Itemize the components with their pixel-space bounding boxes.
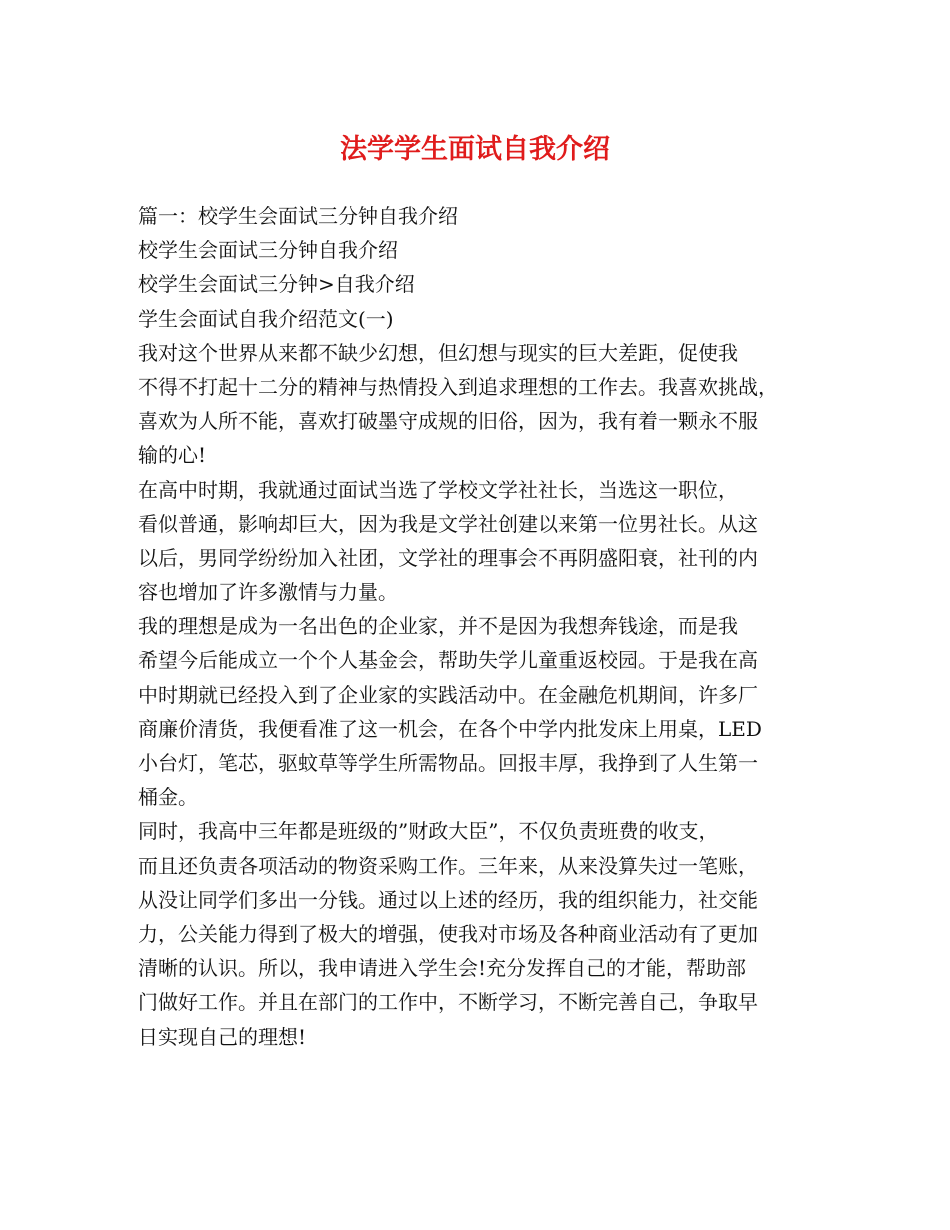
text-line: 校学生会面试三分钟>自我介绍 — [138, 272, 415, 297]
text-line: 日实现自己的理想! — [138, 1024, 307, 1049]
text-line: 小台灯，笔芯，驱蚊草等学生所需物品。回报丰厚，我挣到了人生第一 — [138, 751, 758, 775]
text-line: 桶金。 — [138, 785, 198, 810]
text-line: 同时，我高中三年都是班级的”财政大臣”，不仅负责班费的收支， — [138, 819, 719, 844]
text-line: 我的理想是成为一名出色的企业家，并不是因为我想奔钱途，而是我 — [138, 614, 738, 639]
text-line: 希望今后能成立一个个人基金会，帮助失学儿童重返校园。于是我在高 — [138, 648, 758, 673]
document-body — [138, 199, 828, 1054]
text-line: 我对这个世界从来都不缺少幻想，但幻想与现实的巨大差距，促使我 — [138, 340, 738, 365]
text-line: 输的心! — [138, 443, 207, 468]
text-line: 看似普通，影响却巨大，因为我是文学社创建以来第一位男社长。从这 — [138, 511, 758, 536]
text-line: 容也增加了许多激情与力量。 — [138, 580, 398, 605]
text-line: 门做好工作。并且在部门的工作中，不断学习，不断完善自己，争取早 — [138, 990, 758, 1015]
text-line: 商廉价清货，我便看准了这一机会，在各个中学内批发床上用桌，LED — [138, 716, 762, 741]
text-line: 以后，男同学纷纷加入社团，文学社的理事会不再阴盛阳衰，社刊的内 — [138, 545, 758, 570]
text-line: 篇一：校学生会面试三分钟自我介绍 — [138, 204, 458, 228]
text-line: 力，公关能力得到了极大的增强，使我对市场及各种商业活动有了更加 — [138, 921, 758, 946]
text-line: 而且还负责各项活动的物资采购工作。三年来，从来没算失过一笔账， — [138, 853, 758, 878]
document-title: 法学学生面试自我介绍 — [340, 134, 610, 165]
text-line: 中时期就已经投入到了企业家的实践活动中。在金融危机期间，许多厂 — [138, 682, 758, 707]
text-line: 从没让同学们多出一分钱。通过以上述的经历，我的组织能力，社交能 — [138, 887, 758, 912]
text-line: 清晰的认识。所以，我申请进入学生会!充分发挥自己的才能，帮助部 — [138, 956, 747, 981]
text-line: 不得不打起十二分的精神与热情投入到追求理想的工作去。我喜欢挑战， — [138, 374, 778, 399]
text-line: 喜欢为人所不能，喜欢打破墨守成规的旧俗，因为，我有着一颗永不服 — [138, 409, 758, 434]
text-line: 校学生会面试三分钟自我介绍 — [138, 238, 398, 263]
text-line: 在高中时期，我就通过面试当选了学校文学社社长，当选这一职位， — [138, 477, 738, 502]
text-line: 学生会面试自我介绍范文(一) — [138, 306, 394, 331]
